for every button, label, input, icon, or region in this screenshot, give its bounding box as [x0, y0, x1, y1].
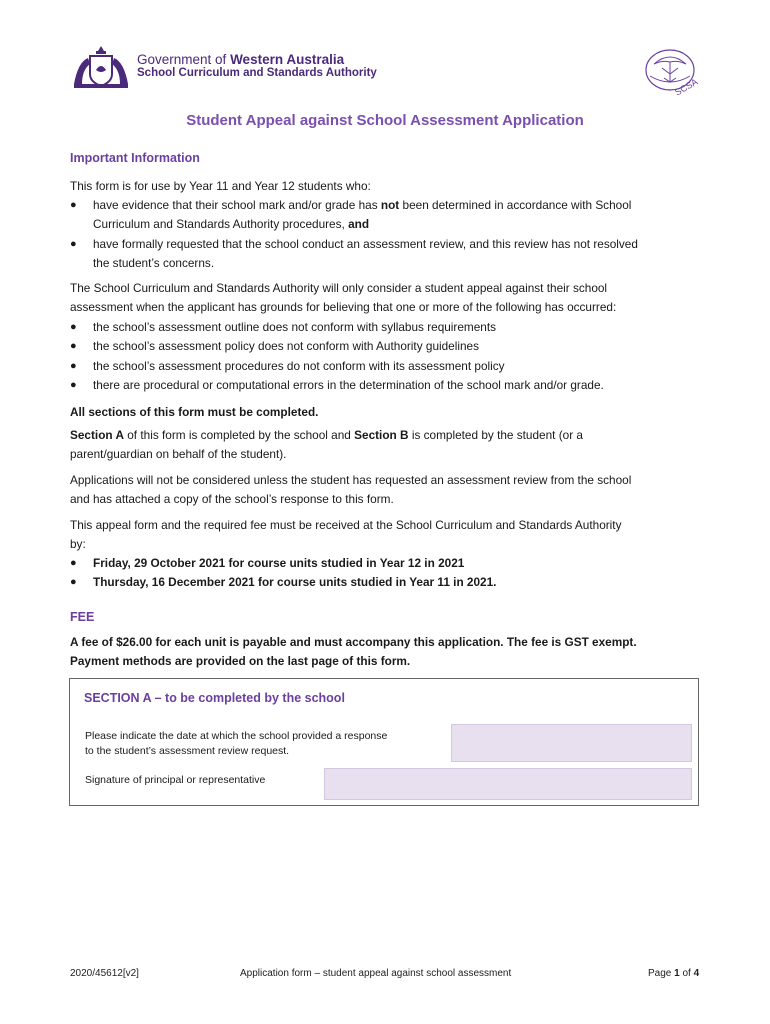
sections-description: Section A of this form is completed by the school and Section B is completed by the student (or a parent/guardian on behalf of the student).: [70, 428, 583, 461]
deadline-intro: This appeal form and the required fee must be received at the School Curriculum and Standards Authority by:: [70, 518, 622, 551]
footer-title: Application form – student appeal against school assessment: [240, 968, 512, 979]
date-field-label: Please indicate the date at which the school provided a response to the student’s assessment review request.: [85, 730, 388, 757]
list-item: ● have evidence that their school mark and/or grade has not been determined in accordance with School Curriculum and Standards Authority procedures, and: [70, 198, 632, 231]
document-code: 2020/45612[v2]: [70, 968, 139, 979]
government-name: Government of Western Australia: [137, 52, 345, 67]
wa-crest-logo: [70, 44, 132, 92]
list-item: ● Friday, 29 October 2021 for course units studied in Year 12 in 2021: [70, 556, 465, 570]
list-item: ● the school’s assessment outline does not conform with syllabus requirements: [70, 320, 497, 334]
review-requirement: Applications will not be considered unless the student has requested an assessment review from the school and has attached a copy of the school’s response to this form.: [70, 473, 632, 506]
scsa-logo-text: SCSA: [673, 76, 700, 98]
list-item: ● the school’s assessment procedures do not conform with its assessment policy: [70, 359, 505, 373]
grounds-intro: The School Curriculum and Standards Authority will only consider a student appeal against their school assessment when the applicant has grounds for believing that one or more of the following has occurred:: [70, 281, 617, 314]
scsa-logo: [640, 44, 704, 100]
section-a-title: SECTION A – to be completed by the school: [84, 691, 345, 705]
signature-field-label: Signature of principal or representative: [85, 774, 266, 786]
list-item: ● the school’s assessment policy does not conform with Authority guidelines: [70, 339, 480, 353]
signature-field[interactable]: [324, 768, 692, 800]
list-item: ● have formally requested that the school conduct an assessment review, and this review has not resolved the student’s concerns.: [70, 237, 638, 270]
page-number: Page 1 of 4: [648, 968, 700, 979]
authority-name: School Curriculum and Standards Authority: [137, 67, 377, 79]
list-item: ● Thursday, 16 December 2021 for course units studied in Year 11 in 2021.: [70, 575, 497, 589]
list-item: ● there are procedural or computational errors in the determination of the school mark and/or grade.: [70, 378, 604, 392]
important-heading: Important Information: [70, 151, 200, 165]
page-title: Student Appeal against School Assessment Application: [186, 112, 584, 129]
fee-text: A fee of $26.00 for each unit is payable and must accompany this application. The fee is GST exempt. Payment methods are provided on the last page of this form.: [70, 635, 637, 668]
intro-text: This form is for use by Year 11 and Year 12 students who:: [70, 179, 371, 193]
fee-heading: FEE: [70, 610, 95, 624]
all-sections-note: All sections of this form must be completed.: [70, 405, 319, 419]
response-date-field[interactable]: [451, 724, 692, 762]
